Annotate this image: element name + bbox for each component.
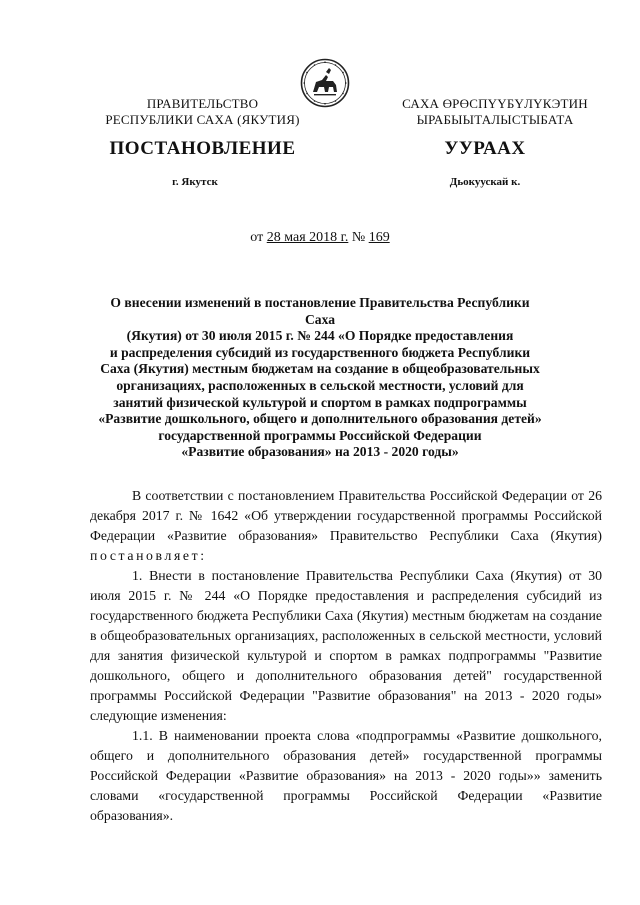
doc-type-sah: УУРААХ (444, 138, 526, 159)
document-body (90, 486, 602, 826)
subject-line: «Развитие образования» на 2013 - 2020 годы» (181, 444, 459, 460)
document-number: 169 (368, 230, 390, 245)
document-subject (98, 295, 542, 461)
date-prefix: от (250, 230, 264, 245)
preamble-text: В соответствии с постановлением Правительства Российской Федерации от 26 декабря 2017 г. № 1642 «Об утверждении государственной программы Российской Федерации «Развитие образования» Правительство Республики Саха (Якутия) (90, 488, 602, 543)
document-number-line (0, 230, 640, 246)
government-name-sah-line1: САХА ӨРӨСПҮҮБҮЛҮКЭТИН (402, 96, 588, 111)
document-date: 28 мая 2018 г. (266, 230, 349, 245)
subject-line: организациях, расположенных в сельской местности, условий для (116, 377, 524, 393)
body-paragraph-item-1: 1. Внести в постановление Правительства Республики Саха (Якутия) от 30 июля 2015 г. № 244 «О Порядке предоставления и распределения субсидий из государственного бюджета Республики Саха (Якутия) местным бюджетам на создание в общеобразовательных организациях, расположенных в сельской местности, условий для занятия физической культурой и спортом в рамках подпрограммы "Развитие дошкольного, общего и дополнительного образования детей" государственной программы Российской Федерации "Развитие образования" на 2013 - 2020 годы» следующие изменения: (90, 568, 602, 723)
city-ru: г. Якутск (172, 176, 218, 188)
city-sah: Дьокуускай к. (449, 176, 521, 188)
government-name-ru (85, 96, 320, 128)
doc-type-ru: ПОСТАНОВЛЕНИЕ (109, 138, 296, 159)
government-name-sah-line2: ЫРАБЫЫТАЛЫСТЫБАТА (416, 112, 574, 127)
subject-line: «Развитие дошкольного, общего и дополнительного образования детей» (98, 411, 542, 427)
subject-line: и распределения субсидий из государственного бюджета Республики (109, 344, 531, 360)
government-name-sah (385, 96, 605, 128)
subject-line: О внесении изменений в постановление Правительства Республики Саха (110, 295, 530, 327)
body-paragraph-item-1-1: 1.1. В наименовании проекта слова «подпрограммы «Развитие дошкольного, общего и дополнительного образования детей» государственной программы Российской Федерации «Развитие образования» на 2013 - 2020 годы»» заменить словами «государственной программы Российской Федерации «Развитие образования». (90, 728, 602, 823)
resolves-word: постановляет: (90, 548, 207, 563)
number-sign: № (351, 230, 366, 245)
subject-line: (Якутия) от 30 июля 2015 г. № 244 «О Порядке предоставления (126, 328, 514, 344)
government-name-ru-line2: РЕСПУБЛИКИ САХА (ЯКУТИЯ) (105, 112, 300, 127)
body-paragraph-preamble (90, 486, 602, 566)
subject-line: государственной программы Российской Федерации (158, 427, 482, 443)
subject-line: занятий физической культурой и спортом в рамках подпрограммы (113, 394, 527, 410)
subject-line: Саха (Якутия) местным бюджетам на создание в общеобразовательных (100, 361, 540, 377)
government-name-ru-line1: ПРАВИТЕЛЬСТВО (146, 96, 259, 111)
